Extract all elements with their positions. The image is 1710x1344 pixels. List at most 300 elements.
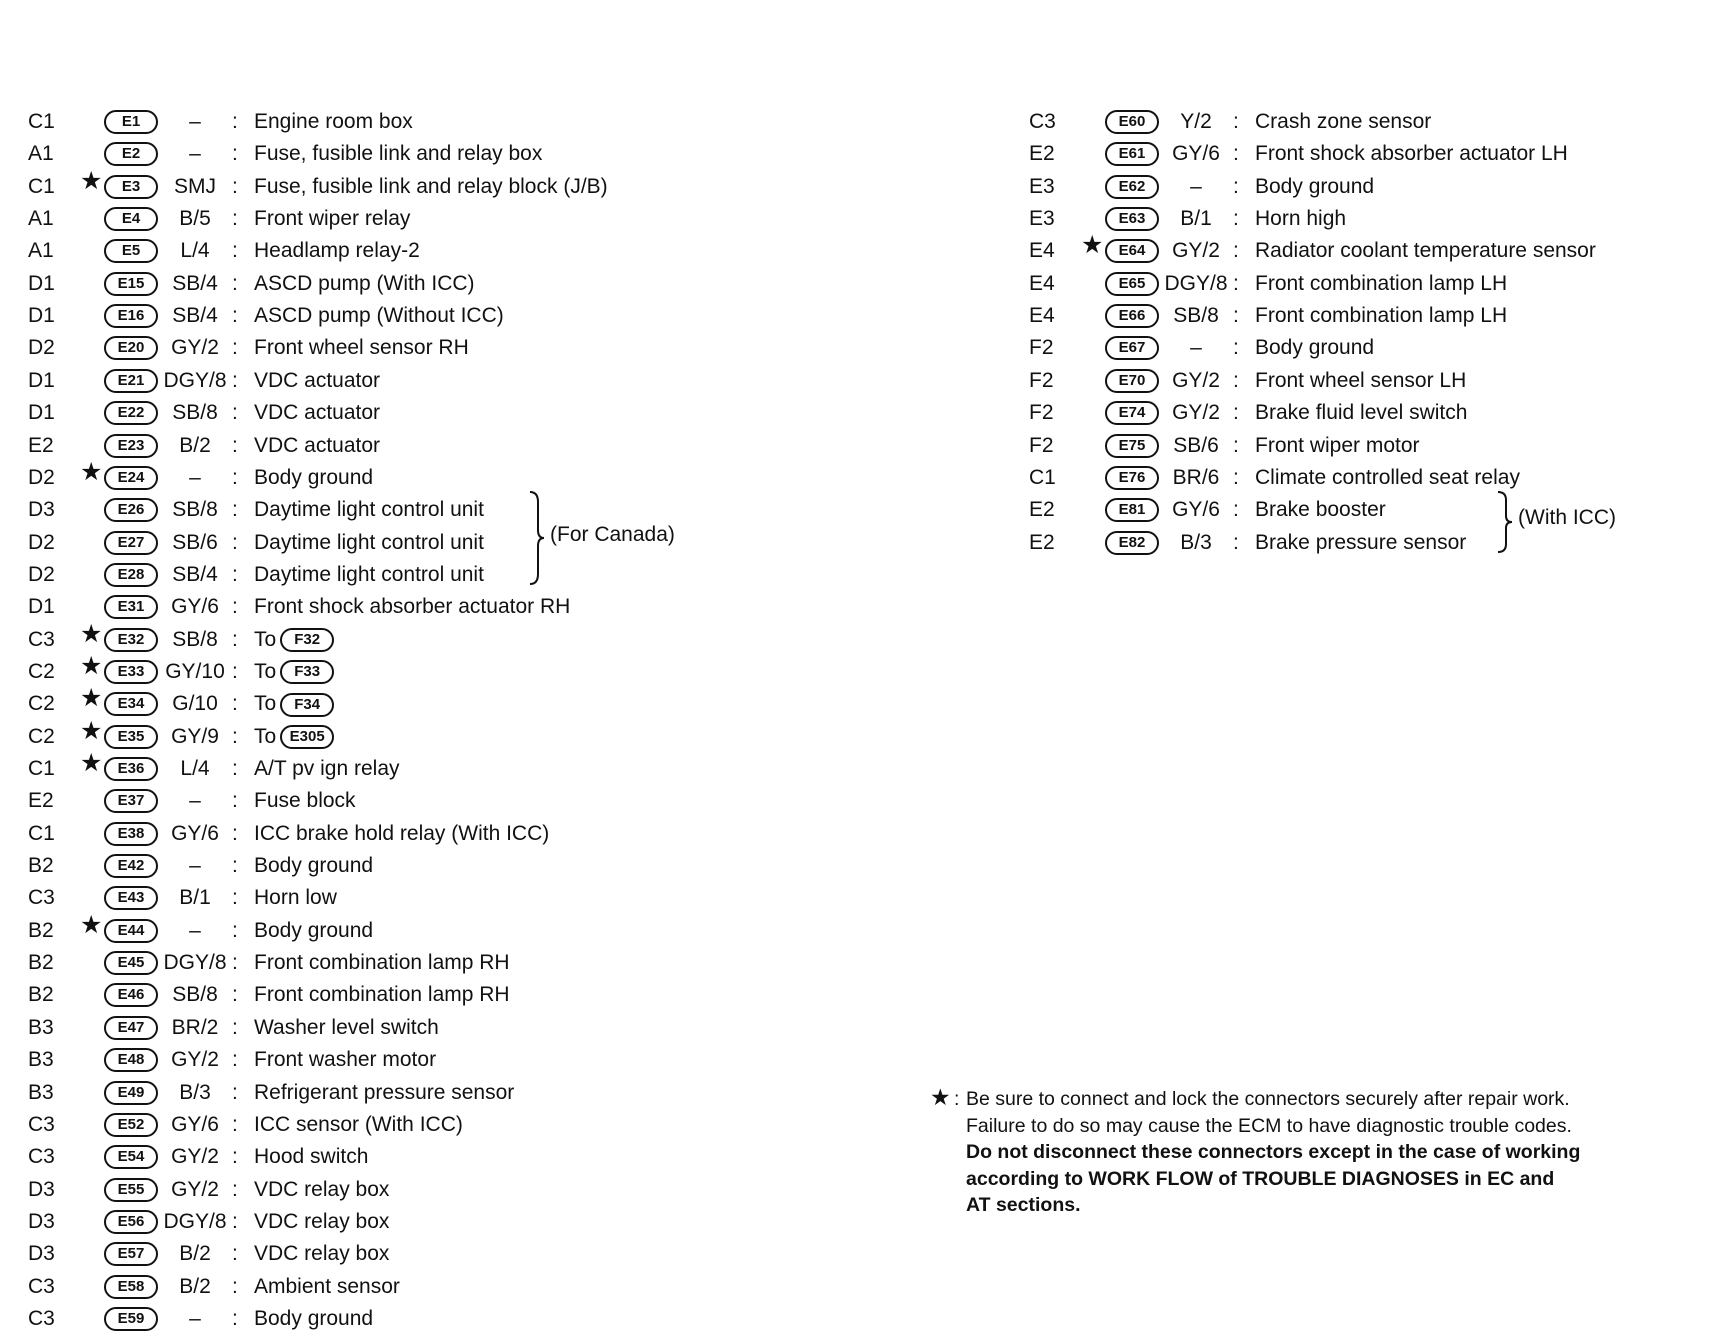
grid-ref: E2 bbox=[28, 433, 54, 457]
connector-badge: E24 bbox=[104, 466, 158, 490]
grid-ref: D2 bbox=[28, 336, 55, 360]
description-text: Fuse, fusible link and relay block (J/B) bbox=[254, 174, 608, 198]
description-text: Body ground bbox=[1255, 174, 1375, 198]
connector-description bbox=[1255, 365, 1466, 397]
connector-badge: E82 bbox=[1105, 531, 1159, 555]
description-text: Front wiper relay bbox=[254, 207, 411, 231]
connector-badge: E43 bbox=[104, 886, 158, 910]
description-text: ASCD pump (Without ICC) bbox=[254, 304, 504, 328]
connector-badge: E34 bbox=[104, 692, 158, 716]
connector-row: B3 E47 BR/2 : Washer level switch bbox=[28, 1012, 668, 1044]
connector-spec: B/2 bbox=[179, 1274, 211, 1298]
connector-badge: E70 bbox=[1105, 369, 1159, 393]
description-text: Body ground bbox=[254, 918, 374, 942]
grid-ref: E4 bbox=[1029, 304, 1055, 328]
connector-spec: DGY/8 bbox=[163, 951, 227, 975]
connector-description bbox=[254, 915, 373, 947]
connector-row: D1 E21 DGY/8 : VDC actuator bbox=[28, 365, 668, 397]
star-icon: ★ bbox=[1081, 231, 1104, 260]
grid-ref: C3 bbox=[28, 627, 55, 651]
connector-badge: E27 bbox=[104, 531, 158, 555]
connector-description bbox=[254, 1012, 439, 1044]
connector-badge: E35 bbox=[104, 725, 158, 749]
description-text: VDC actuator bbox=[254, 401, 381, 425]
connector-badge: E2 bbox=[104, 142, 158, 166]
grid-ref: C3 bbox=[28, 1112, 55, 1136]
grid-ref: E4 bbox=[1029, 271, 1055, 295]
connector-row: B2 E45 DGY/8 : Front combination lamp RH bbox=[28, 947, 668, 979]
connector-description bbox=[254, 397, 380, 429]
mating-connector-badge: E305 bbox=[280, 725, 334, 749]
grid-ref: C3 bbox=[28, 1145, 55, 1169]
star-icon: ★ bbox=[80, 457, 103, 486]
grid-ref: A1 bbox=[28, 142, 54, 166]
connector-badge: E75 bbox=[1105, 434, 1159, 458]
description-text: ICC brake hold relay (With ICC) bbox=[254, 821, 550, 845]
description-text: Body ground bbox=[254, 854, 374, 878]
connector-row: D3 E56 DGY/8 : VDC relay box bbox=[28, 1206, 668, 1238]
description-text: Headlamp relay-2 bbox=[254, 239, 420, 263]
connector-badge: E64 bbox=[1105, 239, 1159, 263]
connector-description bbox=[254, 203, 410, 235]
grid-ref: C3 bbox=[28, 1274, 55, 1298]
connector-description bbox=[254, 1271, 400, 1303]
grid-ref: B2 bbox=[28, 951, 54, 975]
description-text: Daytime light control unit bbox=[254, 530, 484, 554]
connector-description bbox=[254, 688, 334, 720]
connector-row: C3 E59 – : Body ground bbox=[28, 1303, 668, 1335]
connector-description bbox=[254, 1044, 436, 1076]
connector-row: E2 E81 GY/6 : Brake booster bbox=[1029, 494, 1669, 526]
connector-badge: E76 bbox=[1105, 466, 1159, 490]
connector-badge: E4 bbox=[104, 207, 158, 231]
connector-description bbox=[254, 818, 549, 850]
description-text: Front shock absorber actuator LH bbox=[1255, 142, 1568, 166]
connector-badge: E63 bbox=[1105, 207, 1159, 231]
connector-description bbox=[1255, 332, 1374, 364]
connector-badge: E22 bbox=[104, 401, 158, 425]
connector-row: B2 E46 SB/8 : Front combination lamp RH bbox=[28, 979, 668, 1011]
connector-spec: SB/4 bbox=[172, 562, 218, 586]
connector-description bbox=[254, 721, 334, 753]
grid-ref: C3 bbox=[28, 1306, 55, 1330]
connector-row: C3 ★ E32 SB/8 : To F32 bbox=[28, 624, 668, 656]
description-text: To bbox=[254, 692, 277, 716]
connector-row: C1 E38 GY/6 : ICC brake hold relay (With ICC) bbox=[28, 818, 668, 850]
connector-spec: GY/6 bbox=[1172, 498, 1220, 522]
grid-ref: E2 bbox=[28, 789, 54, 813]
description-text: Radiator coolant temperature sensor bbox=[1255, 239, 1596, 263]
connector-spec: GY/2 bbox=[171, 1177, 219, 1201]
connector-badge: E54 bbox=[104, 1145, 158, 1169]
connector-badge: E3 bbox=[104, 175, 158, 199]
connector-badge: E49 bbox=[104, 1081, 158, 1105]
connector-description bbox=[254, 979, 510, 1011]
description-text: Washer level switch bbox=[254, 1015, 439, 1039]
connector-row: A1 E2 – : Fuse, fusible link and relay box bbox=[28, 138, 668, 170]
description-text: VDC actuator bbox=[254, 433, 381, 457]
connector-row: D2 E27 SB/6 : Daytime light control unit bbox=[28, 527, 668, 559]
grid-ref: D1 bbox=[28, 595, 55, 619]
grid-ref: D1 bbox=[28, 401, 55, 425]
connector-spec: – bbox=[189, 110, 201, 133]
connector-description bbox=[254, 947, 510, 979]
description-text: Climate controlled seat relay bbox=[1255, 465, 1520, 489]
grid-ref: C2 bbox=[28, 692, 55, 716]
connector-description bbox=[254, 559, 484, 591]
connector-badge: E46 bbox=[104, 983, 158, 1007]
connector-spec: – bbox=[1190, 336, 1202, 360]
connector-row: C1 ★ E36 L/4 : A/T pv ign relay bbox=[28, 753, 668, 785]
connector-spec: SB/8 bbox=[172, 401, 218, 425]
note-line: Failure to do so may cause the ECM to have diagnostic trouble codes. bbox=[966, 1114, 1572, 1137]
connector-spec: L/4 bbox=[180, 239, 210, 263]
description-text: VDC relay box bbox=[254, 1242, 390, 1266]
connector-badge: E47 bbox=[104, 1016, 158, 1040]
connector-badge: E16 bbox=[104, 304, 158, 328]
connector-row: C2 ★ E35 GY/9 : To E305 bbox=[28, 721, 668, 753]
connector-description bbox=[254, 235, 420, 267]
connector-description bbox=[254, 850, 373, 882]
description-text: Fuse, fusible link and relay box bbox=[254, 142, 543, 166]
grid-ref: F2 bbox=[1029, 401, 1054, 425]
connector-spec: GY/10 bbox=[165, 659, 225, 683]
connector-spec: – bbox=[1190, 174, 1202, 198]
description-text: Front combination lamp LH bbox=[1255, 271, 1508, 295]
connector-badge: E45 bbox=[104, 951, 158, 975]
connector-row: E2 E61 GY/6 : Front shock absorber actuator LH bbox=[1029, 138, 1669, 170]
grid-ref: C1 bbox=[28, 110, 55, 133]
connector-spec: Y/2 bbox=[1180, 110, 1212, 133]
description-text: Fuse block bbox=[254, 789, 356, 813]
grid-ref: D1 bbox=[28, 368, 55, 392]
connector-badge: E33 bbox=[104, 660, 158, 684]
connector-row: E3 E63 B/1 : Horn high bbox=[1029, 203, 1669, 235]
connector-row: B2 ★ E44 – : Body ground bbox=[28, 915, 668, 947]
connector-row: B3 E49 B/3 : Refrigerant pressure sensor bbox=[28, 1077, 668, 1109]
connector-spec: – bbox=[189, 789, 201, 813]
connector-spec: GY/6 bbox=[1172, 142, 1220, 166]
description-text: Body ground bbox=[254, 465, 374, 489]
connector-description bbox=[254, 1303, 373, 1335]
grid-ref: D2 bbox=[28, 562, 55, 586]
grid-ref: D1 bbox=[28, 271, 55, 295]
description-text: Front combination lamp LH bbox=[1255, 304, 1508, 328]
connector-row: C3 E54 GY/2 : Hood switch bbox=[28, 1141, 668, 1173]
description-text: Front combination lamp RH bbox=[254, 983, 510, 1007]
connector-spec: GY/2 bbox=[1172, 401, 1220, 425]
grid-ref: D3 bbox=[28, 1242, 55, 1266]
connector-row: D2 ★ E24 – : Body ground bbox=[28, 462, 668, 494]
star-icon: ★ bbox=[80, 910, 103, 939]
grid-ref: B2 bbox=[28, 983, 54, 1007]
connector-description bbox=[254, 332, 469, 364]
connector-spec: – bbox=[189, 854, 201, 878]
connector-badge: E44 bbox=[104, 919, 158, 943]
connector-row: C3 E43 B/1 : Horn low bbox=[28, 882, 668, 914]
connector-description bbox=[254, 494, 484, 526]
grid-ref: D3 bbox=[28, 498, 55, 522]
connector-row: D3 E55 GY/2 : VDC relay box bbox=[28, 1174, 668, 1206]
description-text: Front combination lamp RH bbox=[254, 951, 510, 975]
grid-ref: D3 bbox=[28, 1177, 55, 1201]
connector-badge: E48 bbox=[104, 1048, 158, 1072]
grid-ref: D2 bbox=[28, 530, 55, 554]
connector-spec: DGY/8 bbox=[163, 1209, 227, 1233]
connector-description bbox=[254, 1141, 368, 1173]
connector-badge: E58 bbox=[104, 1275, 158, 1299]
grid-ref: E3 bbox=[1029, 207, 1055, 231]
connector-description bbox=[1255, 138, 1568, 170]
grid-ref: F2 bbox=[1029, 368, 1054, 392]
connector-row: E2 E37 – : Fuse block bbox=[28, 785, 668, 817]
connector-description bbox=[1255, 527, 1466, 559]
connector-spec: – bbox=[189, 142, 201, 166]
description-text: Hood switch bbox=[254, 1145, 369, 1169]
connector-spec: B/1 bbox=[179, 886, 211, 910]
connector-description bbox=[1255, 235, 1596, 267]
connector-badge: E61 bbox=[1105, 142, 1159, 166]
mating-connector-badge: F34 bbox=[280, 693, 334, 717]
grid-ref: C1 bbox=[28, 757, 55, 780]
note-bold-line: Do not disconnect these connectors except in the case of working bbox=[966, 1141, 1581, 1163]
grid-ref: C1 bbox=[1029, 465, 1056, 489]
description-text: VDC relay box bbox=[254, 1209, 390, 1233]
connector-description bbox=[1255, 106, 1431, 138]
connector-row: D1 E22 SB/8 : VDC actuator bbox=[28, 397, 668, 429]
connector-badge: E32 bbox=[104, 628, 158, 652]
connector-description bbox=[254, 656, 334, 688]
connector-spec: SB/4 bbox=[172, 304, 218, 328]
connector-row: E2 E23 B/2 : VDC actuator bbox=[28, 430, 668, 462]
connector-row: F2 E70 GY/2 : Front wheel sensor LH bbox=[1029, 365, 1669, 397]
connector-row: C3 E58 B/2 : Ambient sensor bbox=[28, 1271, 668, 1303]
connector-badge: E36 bbox=[104, 757, 158, 781]
connector-spec: B/2 bbox=[179, 433, 211, 457]
description-text: Ambient sensor bbox=[254, 1274, 400, 1298]
connector-description bbox=[254, 1109, 463, 1141]
connector-spec: – bbox=[189, 1306, 201, 1330]
connector-spec: GY/6 bbox=[171, 595, 219, 619]
grid-ref: E2 bbox=[1029, 498, 1055, 522]
connector-spec: DGY/8 bbox=[163, 368, 227, 392]
connector-spec: B/3 bbox=[1180, 530, 1212, 554]
star-icon: ★ bbox=[930, 1084, 951, 1110]
connector-badge: E38 bbox=[104, 822, 158, 846]
connector-row: F2 E75 SB/6 : Front wiper motor bbox=[1029, 430, 1669, 462]
description-text: A/T pv ign relay bbox=[254, 757, 400, 780]
connector-badge: E5 bbox=[104, 239, 158, 263]
connector-badge: E74 bbox=[1105, 401, 1159, 425]
description-text: Engine room box bbox=[254, 110, 413, 133]
grid-ref: C3 bbox=[1029, 110, 1056, 133]
connector-spec: SB/8 bbox=[1173, 304, 1219, 328]
connector-spec: GY/2 bbox=[171, 336, 219, 360]
connector-description bbox=[254, 365, 380, 397]
connector-spec: SB/8 bbox=[172, 498, 218, 522]
connector-badge: E20 bbox=[104, 336, 158, 360]
connector-badge: E81 bbox=[1105, 498, 1159, 522]
connector-row: C1 E1 – : Engine room box bbox=[28, 106, 668, 138]
connector-row: D2 E28 SB/4 : Daytime light control unit bbox=[28, 559, 668, 591]
connector-spec: GY/9 bbox=[171, 724, 219, 748]
description-text: Front wheel sensor LH bbox=[1255, 368, 1467, 392]
connector-badge: E15 bbox=[104, 272, 158, 296]
description-text: Daytime light control unit bbox=[254, 562, 484, 586]
star-icon: ★ bbox=[80, 749, 103, 777]
connector-badge: E56 bbox=[104, 1210, 158, 1234]
mating-connector-badge: F32 bbox=[280, 628, 334, 652]
description-text: VDC actuator bbox=[254, 368, 381, 392]
description-text: Daytime light control unit bbox=[254, 498, 484, 522]
connector-spec: – bbox=[189, 465, 201, 489]
connector-row: A1 E5 L/4 : Headlamp relay-2 bbox=[28, 235, 668, 267]
grid-ref: C1 bbox=[28, 174, 55, 198]
connector-row: D1 E16 SB/4 : ASCD pump (Without ICC) bbox=[28, 300, 668, 332]
description-text: ICC sensor (With ICC) bbox=[254, 1112, 463, 1136]
note-bold-line: AT sections. bbox=[966, 1194, 1081, 1216]
connector-description bbox=[254, 591, 570, 623]
connector-description bbox=[1255, 171, 1374, 203]
description-text: Front wiper motor bbox=[1255, 433, 1420, 457]
star-icon: ★ bbox=[80, 166, 103, 195]
description-text: Body ground bbox=[1255, 336, 1375, 360]
connector-description bbox=[254, 882, 337, 914]
grid-ref: C2 bbox=[28, 724, 55, 748]
connector-description bbox=[254, 106, 413, 138]
grid-ref: F2 bbox=[1029, 433, 1054, 457]
connector-badge: E52 bbox=[104, 1113, 158, 1137]
connector-description bbox=[1255, 397, 1467, 429]
note-line: Be sure to connect and lock the connectors securely after repair work. bbox=[966, 1088, 1570, 1110]
grid-ref: A1 bbox=[28, 207, 54, 231]
note-bold-line: according to WORK FLOW of TROUBLE DIAGNOSES in EC and bbox=[966, 1167, 1555, 1190]
description-text: Front wheel sensor RH bbox=[254, 336, 469, 360]
connector-spec: BR/2 bbox=[171, 1015, 219, 1039]
connector-row: C2 ★ E33 GY/10 : To F33 bbox=[28, 656, 668, 688]
description-text: Horn low bbox=[254, 886, 337, 910]
connector-row: D1 E15 SB/4 : ASCD pump (With ICC) bbox=[28, 268, 668, 300]
connector-row: C2 ★ E34 G/10 : To F34 bbox=[28, 688, 668, 720]
connector-spec: G/10 bbox=[172, 692, 218, 716]
grid-ref: C2 bbox=[28, 659, 55, 683]
connector-description bbox=[254, 300, 504, 332]
grid-ref: C1 bbox=[28, 821, 55, 845]
connector-description bbox=[254, 138, 542, 170]
description-text: Front washer motor bbox=[254, 1048, 437, 1072]
connector-spec: GY/2 bbox=[1172, 239, 1220, 263]
connector-row: E2 E82 B/3 : Brake pressure sensor bbox=[1029, 527, 1669, 559]
grid-ref: A1 bbox=[28, 239, 54, 263]
connector-description bbox=[254, 171, 608, 203]
connector-spec: B/3 bbox=[179, 1080, 211, 1104]
description-text: VDC relay box bbox=[254, 1177, 390, 1201]
grid-ref: B3 bbox=[28, 1015, 54, 1039]
star-icon: ★ bbox=[80, 651, 103, 680]
connector-badge: E37 bbox=[104, 789, 158, 813]
connector-spec: GY/6 bbox=[171, 1112, 219, 1136]
connector-description bbox=[254, 624, 334, 656]
connector-spec: GY/6 bbox=[171, 821, 219, 845]
connector-row: C1 E76 BR/6 : Climate controlled seat relay bbox=[1029, 462, 1669, 494]
connector-spec: B/2 bbox=[179, 1242, 211, 1266]
connector-badge: E59 bbox=[104, 1307, 158, 1331]
grid-ref: B3 bbox=[28, 1048, 54, 1072]
connector-spec: SB/6 bbox=[1173, 433, 1219, 457]
grid-ref: D3 bbox=[28, 1209, 55, 1233]
connector-row: D3 E26 SB/8 : Daytime light control unit bbox=[28, 494, 668, 526]
connector-description bbox=[254, 527, 484, 559]
grid-ref: B2 bbox=[28, 918, 54, 942]
connector-description bbox=[254, 785, 356, 817]
connector-spec: GY/2 bbox=[171, 1048, 219, 1072]
connector-badge: E60 bbox=[1105, 110, 1159, 134]
connector-badge: E66 bbox=[1105, 304, 1159, 328]
connector-row: C1 ★ E3 SMJ : Fuse, fusible link and relay block (J/B) bbox=[28, 171, 668, 203]
canada-group-label: (For Canada) bbox=[550, 523, 675, 546]
connector-badge: E42 bbox=[104, 854, 158, 878]
grid-ref: E2 bbox=[1029, 142, 1055, 166]
connector-badge: E65 bbox=[1105, 272, 1159, 296]
description-text: To bbox=[254, 627, 277, 651]
connector-row: C3 E60 Y/2 : Crash zone sensor bbox=[1029, 106, 1669, 138]
connector-row: F2 E67 – : Body ground bbox=[1029, 332, 1669, 364]
connector-badge: E67 bbox=[1105, 336, 1159, 360]
connector-description bbox=[1255, 300, 1507, 332]
connector-spec: – bbox=[189, 918, 201, 942]
grid-ref: D1 bbox=[28, 304, 55, 328]
connector-description bbox=[1255, 203, 1346, 235]
connector-row: E4 E65 DGY/8 : Front combination lamp LH bbox=[1029, 268, 1669, 300]
connector-spec: GY/2 bbox=[1172, 368, 1220, 392]
connector-badge: E55 bbox=[104, 1178, 158, 1202]
connector-description bbox=[1255, 462, 1520, 494]
description-text: Crash zone sensor bbox=[1255, 110, 1432, 133]
connector-spec: B/1 bbox=[1180, 207, 1212, 231]
connector-spec: DGY/8 bbox=[1164, 271, 1228, 295]
description-text: Brake booster bbox=[1255, 498, 1386, 522]
connector-description bbox=[1255, 494, 1386, 526]
description-text: To bbox=[254, 724, 277, 748]
description-text: Refrigerant pressure sensor bbox=[254, 1080, 515, 1104]
grid-ref: E4 bbox=[1029, 239, 1055, 263]
connector-badge: E31 bbox=[104, 595, 158, 619]
connector-spec: SB/8 bbox=[172, 627, 218, 651]
connector-description bbox=[254, 462, 373, 494]
connector-spec: SB/4 bbox=[172, 271, 218, 295]
grid-ref: D2 bbox=[28, 465, 55, 489]
connector-spec: SB/8 bbox=[172, 983, 218, 1007]
connector-badge: E28 bbox=[104, 563, 158, 587]
description-text: Body ground bbox=[254, 1306, 374, 1330]
icc-group-label: (With ICC) bbox=[1518, 506, 1616, 529]
grid-ref: B3 bbox=[28, 1080, 54, 1104]
connector-row: B2 E42 – : Body ground bbox=[28, 850, 668, 882]
connector-badge: E1 bbox=[104, 110, 158, 134]
description-text: Brake fluid level switch bbox=[1255, 401, 1468, 425]
connector-row: E3 E62 – : Body ground bbox=[1029, 171, 1669, 203]
connector-description bbox=[254, 430, 380, 462]
connector-badge: E23 bbox=[104, 434, 158, 458]
star-icon: ★ bbox=[80, 619, 103, 648]
connector-row: D2 E20 GY/2 : Front wheel sensor RH bbox=[28, 332, 668, 364]
grid-ref: B2 bbox=[28, 854, 54, 878]
mating-connector-badge: F33 bbox=[280, 660, 334, 684]
connector-spec: SB/6 bbox=[172, 530, 218, 554]
connector-badge: E57 bbox=[104, 1242, 158, 1266]
description-text: Front shock absorber actuator RH bbox=[254, 595, 571, 619]
grid-ref: F2 bbox=[1029, 336, 1054, 360]
